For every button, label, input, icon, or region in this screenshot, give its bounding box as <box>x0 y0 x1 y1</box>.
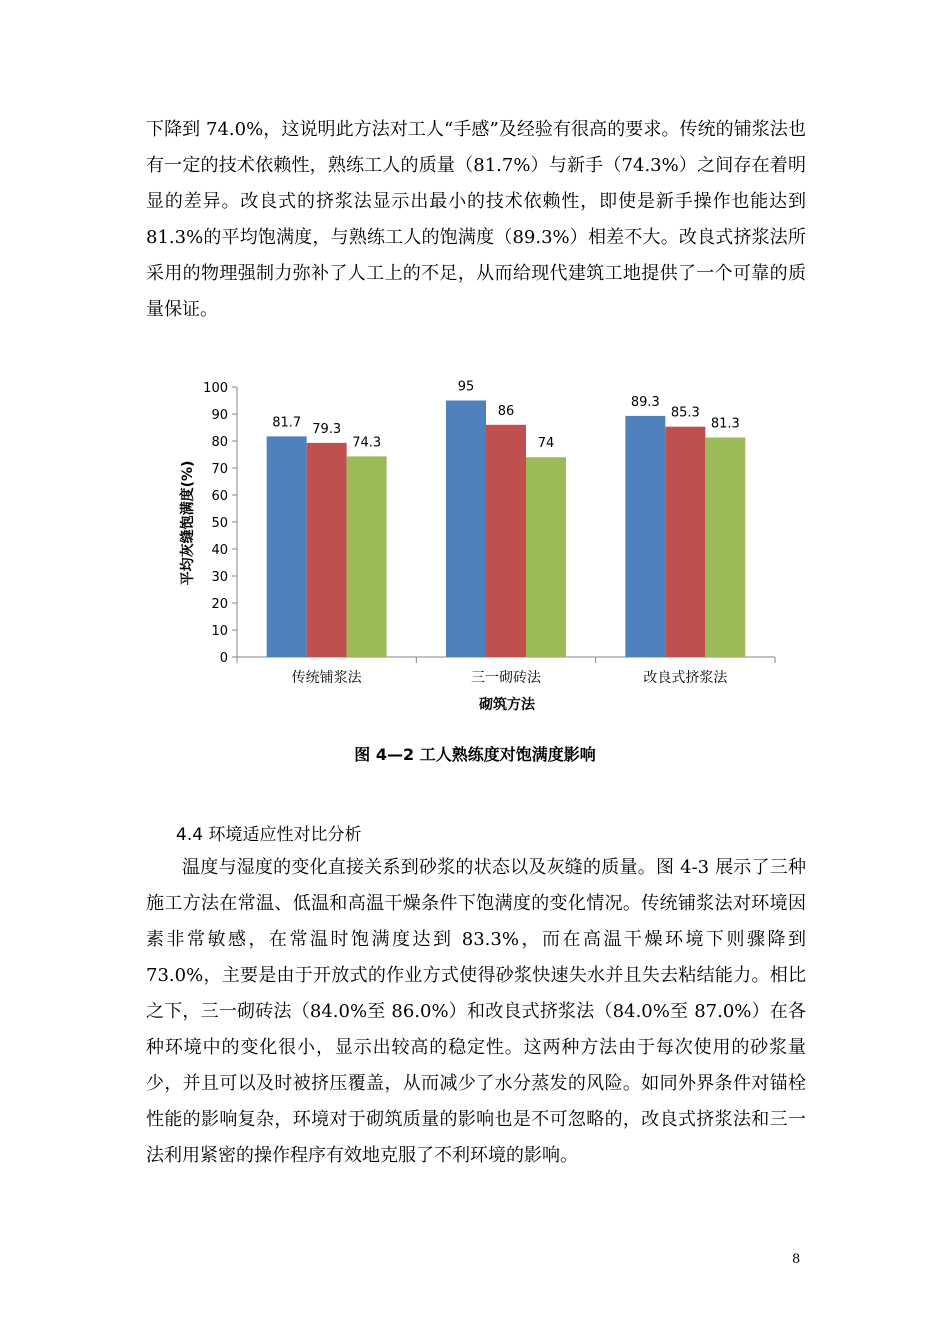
y-tick-label: 80 <box>211 435 228 450</box>
y-tick-label: 50 <box>211 516 228 531</box>
data-label: 81.3 <box>710 416 740 432</box>
section-heading: 4.4 环境适应性对比分析 <box>176 825 362 845</box>
y-tick-label: 60 <box>211 489 228 504</box>
bars <box>267 401 746 658</box>
data-label: 89.3 <box>630 394 660 410</box>
body-paragraph-2: 温度与湿度的变化直接关系到砂浆的状态以及灰缝的质量。图 4-3 展示了三种施工方法在常温、低温和高温干燥条件下饱满度的变化情况。传统铺浆法对环境因素非常敏感，在常温时饱满度达到 83.3%，而在高温干燥环境下则骤降到 73.0%，主要是由于开放式的作业方式使得砂浆快速失水并且失去粘结能力。相比之下，三一砌砖法（84.0%至 86.0%）和改良式挤浆法（84.0%至 87.0%）在各种环境中的变化很小，显示出较高的稳定性。这两种方法由于每次使用的砂浆量少，并且可以及时被挤压覆盖，从而减少了水分蒸发的风险。如同外界条件对锚栓性能的影响复杂，环境对于砌筑质量的影响也是不可忽略的，改良式挤浆法和三一法利用紧密的操作程序有效地克服了不利环境的影响。 <box>146 857 806 1166</box>
data-label: 74 <box>537 436 555 452</box>
bar-chart <box>170 368 790 718</box>
bar <box>347 456 387 657</box>
x-tick-label: 改良式挤浆法 <box>643 670 728 686</box>
bar <box>267 436 307 657</box>
x-axis-label: 砌筑方法 <box>479 697 535 713</box>
data-label: 85.3 <box>670 405 700 421</box>
y-tick-label: 40 <box>211 543 228 558</box>
y-tick-label: 10 <box>211 624 228 639</box>
y-tick-label: 30 <box>211 570 228 585</box>
y-tick-label: 70 <box>211 462 228 477</box>
y-axis-label: 平均灰缝饱满度(%) <box>180 460 196 586</box>
bar <box>486 425 526 657</box>
data-label: 81.7 <box>272 415 302 431</box>
y-axis <box>203 381 237 666</box>
x-axis <box>237 657 775 686</box>
data-label: 79.3 <box>312 421 342 437</box>
bar <box>446 401 486 658</box>
body-paragraph-1: 下降到 74.0%，这说明此方法对工人“手感”及经验有很高的要求。传统的铺浆法也有一定的技术依赖性，熟练工人的质量（81.7%）与新手（74.3%）之间存在着明显的差异。改良式的挤浆法显示出最小的技术依赖性，即使是新手操作也能达到 81.3%的平均饱满度，与熟练工人的饱满度（89.3%）相差不大。改良式挤浆法所采用的物理强制力弥补了人工上的不足，从而给现代建筑工地提供了一个可靠的质量保证。 <box>146 119 806 320</box>
data-label: 86 <box>497 403 515 419</box>
bar <box>665 427 705 657</box>
bar <box>625 416 665 657</box>
y-tick-label: 100 <box>203 381 228 396</box>
data-label: 95 <box>457 379 475 395</box>
figure-caption: 图 4—2 工人熟练度对饱满度影响 <box>354 745 596 764</box>
bar <box>526 457 566 657</box>
data-label: 74.3 <box>352 435 382 451</box>
page-number: 8 <box>792 1252 801 1267</box>
x-tick-label: 三一砌砖法 <box>471 670 541 686</box>
y-tick-label: 0 <box>219 651 228 666</box>
y-tick-label: 20 <box>211 597 228 612</box>
bar <box>307 443 347 657</box>
y-tick-label: 90 <box>211 408 228 423</box>
bar <box>705 437 745 657</box>
x-tick-label: 传统铺浆法 <box>291 670 362 686</box>
